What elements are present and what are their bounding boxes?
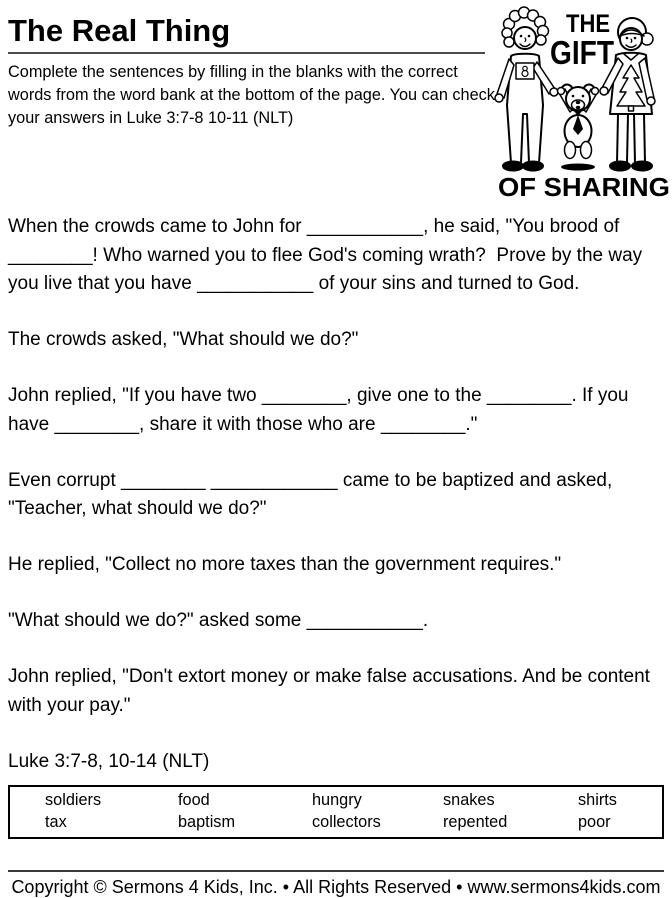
fill-in-paragraph-3: John replied, "If you have two ________, give one to the ________. If you have ________, share it with those who are ________." [8, 385, 634, 435]
word-bank-item: shirts [578, 791, 617, 809]
word-bank [8, 785, 664, 839]
copyright-text: Copyright © Sermons 4 Kids, Inc. • All Rights Reserved • www.sermons4kids.com [11, 877, 661, 897]
word-bank-item: baptism [178, 812, 236, 831]
bear-shadow [561, 164, 595, 171]
word-bank-row-2 [45, 812, 662, 834]
word-bank-item: snakes [443, 791, 495, 809]
illustration-word-the: THE [566, 10, 610, 38]
word-bank-item: hungry [312, 791, 362, 809]
word-bank-item: collectors [312, 812, 381, 831]
fill-in-paragraph-4: Even corrupt ________ ____________ came to be baptized and asked, "Teacher, what should we do?" [8, 469, 618, 519]
worksheet-body [8, 213, 664, 776]
fill-in-paragraph-5: He replied, "Collect no more taxes than the government requires." [8, 554, 562, 575]
scripture-reference: Luke 3:7-8, 10-14 (NLT) [8, 750, 210, 772]
illustration-word-of-sharing: OF SHARING [498, 172, 670, 200]
word-bank-item: poor [578, 812, 611, 831]
word-bank-row-1 [45, 790, 662, 812]
fill-in-paragraph-7: John replied, "Don't extort money or make false accusations. And be content with your pay." [8, 666, 656, 716]
instructions-text: Complete the sentences by filling in the blanks with the correct words from the word bank at the bottom of the page. You can check your answers in Luke 3:7-8 10-11 (NLT) [8, 63, 495, 127]
word-bank-item: food [178, 791, 210, 809]
fill-in-paragraph-1: When the crowds came to John for ___________, he said, "You brood of ________! Who warned you to flee God's coming wrath? Prove by the way you live that you have ___________ of your sins and turned to God. [8, 216, 648, 294]
illustration-word-gift: GIFT [550, 34, 614, 71]
word-bank-item: tax [45, 812, 67, 831]
fill-in-paragraph-6: "What should we do?" asked some ___________. [8, 610, 429, 631]
fill-in-paragraph-2: The crowds asked, "What should we do?" [8, 329, 359, 350]
word-bank-item: repented [443, 812, 508, 831]
gift-of-sharing-illustration [482, 2, 672, 200]
page-title: The Real Thing [8, 13, 231, 48]
sharing-kids-icon [482, 2, 672, 200]
title-rule [8, 52, 485, 54]
word-bank-item: soldiers [45, 791, 102, 809]
footer-rule [8, 870, 664, 872]
teddy-bear-icon [558, 85, 599, 159]
left-kid-figure [495, 7, 558, 171]
